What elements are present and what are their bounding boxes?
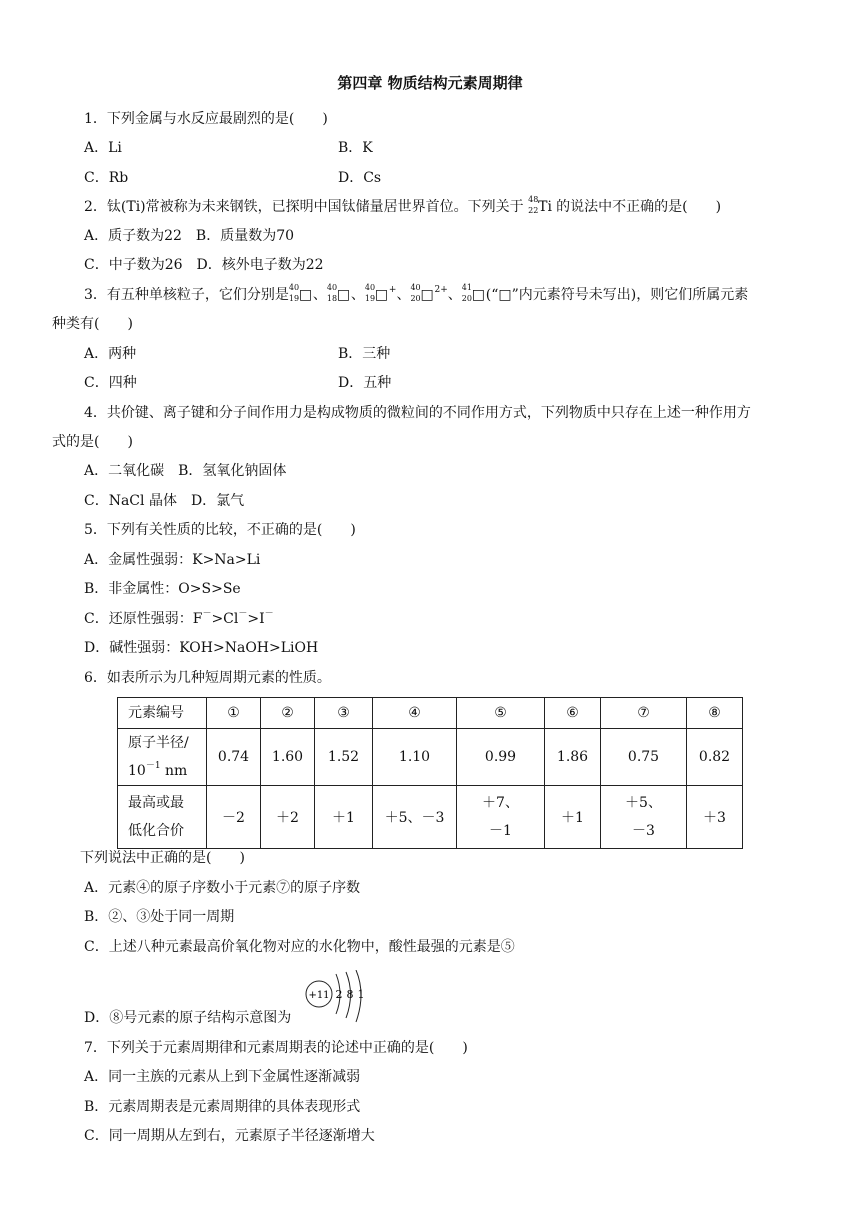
- question-2-stem-text: 2．钛(Ti)常被称为未来钢铁，已探明中国钛储量居世界首位。下列关于: [84, 199, 524, 215]
- particle-symbol: [410, 284, 434, 306]
- cell-id: ③: [315, 698, 373, 729]
- question-3-stem-text: 3．有五种单核粒子，它们分别是: [84, 287, 289, 303]
- cell-id: ⑥: [545, 698, 601, 729]
- particle-mass-number: 40: [326, 283, 338, 292]
- question-2-stem-tail: 的说法中不正确的是( ): [556, 199, 722, 215]
- table-row-atomic-radius: [118, 729, 743, 786]
- cell-valence: ＋7、 －1: [457, 786, 545, 849]
- question-1-option-d: D．Cs: [338, 170, 382, 186]
- question-2-options-cd: C．中子数为26 D．核外电子数为22: [84, 257, 324, 273]
- question-5-option-d: D．碱性强弱：KOH>NaOH>LiOH: [84, 640, 319, 656]
- particle-symbol-box: □: [298, 287, 313, 303]
- row-header-element-number: 元素编号: [118, 698, 207, 729]
- particle-atomic-number: 20: [461, 294, 472, 303]
- question-3-option-d: D．五种: [338, 375, 392, 391]
- titanium-isotope-symbol: [528, 196, 556, 218]
- cell-valence: ＋1: [545, 786, 601, 849]
- cell-radius: 1.86: [545, 729, 601, 786]
- shell-electrons-1: 2: [335, 988, 343, 1001]
- particle-charge: +: [388, 285, 397, 295]
- cell-radius: 0.75: [601, 729, 687, 786]
- question-6-option-a: A．元素④的原子序数小于元素⑦的原子序数: [84, 880, 361, 896]
- fluoride-charge: －: [202, 609, 212, 619]
- particle-atomic-number: 20: [410, 294, 421, 303]
- question-5-option-a: A．金属性强弱：K>Na>Li: [84, 552, 261, 568]
- question-7-option-a: A．同一主族的元素从上到下金属性逐渐减弱: [84, 1069, 361, 1085]
- cell-valence: ＋2: [261, 786, 315, 849]
- particle-list: [288, 283, 486, 303]
- valence-label-line2: 低化合价: [128, 823, 184, 839]
- atomic-structure-diagram: [302, 970, 372, 1028]
- cell-radius: 1.60: [261, 729, 315, 786]
- cell-valence: ＋1: [315, 786, 373, 849]
- question-6-stem: 6．如表所示为几种短周期元素的性质。: [84, 670, 331, 686]
- cell-radius: 0.74: [207, 729, 261, 786]
- particle-symbol: [327, 284, 351, 306]
- shell-electrons-2: 8: [346, 988, 354, 1001]
- question-3-stem-tail: (“□”内元素符号未写出)，则它们所属元素: [485, 287, 749, 303]
- particle-atomic-number: 19: [364, 294, 376, 303]
- particle-symbol-box: □: [336, 287, 351, 303]
- question-1-stem: 1．下列金属与水反应最剧烈的是( ): [84, 111, 328, 127]
- question-6-option-b: B．②、③处于同一周期: [84, 909, 235, 925]
- particle-symbol: [365, 284, 389, 306]
- particle-symbol-box: □: [471, 287, 485, 303]
- cell-id: ②: [261, 698, 315, 729]
- cell-id: ④: [373, 698, 457, 729]
- particle-mass-number: 41: [461, 283, 472, 292]
- question-5-option-c: [84, 608, 274, 630]
- cell-radius: 1.52: [315, 729, 373, 786]
- cell-valence: ＋5、－3: [373, 786, 457, 849]
- particle-symbol-box: □: [420, 287, 434, 303]
- particle-separator: 、: [396, 287, 411, 303]
- particle-mass-number: 40: [410, 283, 421, 292]
- row-header-valence: [118, 786, 207, 849]
- particle-symbol-box: □: [374, 287, 389, 303]
- cell-valence: －2: [207, 786, 261, 849]
- question-6-ask: 下列说法中正确的是( ): [80, 850, 245, 866]
- question-1-option-a: A．Li: [84, 140, 122, 156]
- cell-radius: 0.82: [687, 729, 743, 786]
- option-c-chloride: >Cl: [211, 611, 239, 627]
- question-2-options-ab: A．质子数为22 B．质量数为70: [84, 228, 295, 244]
- cell-radius: 0.99: [457, 729, 545, 786]
- question-3-option-a: A．两种: [84, 346, 137, 362]
- particle-charge: 2+: [434, 285, 448, 295]
- question-5-stem: 5．下列有关性质的比较，不正确的是( ): [84, 522, 356, 538]
- isotope-element-symbol: Ti: [538, 199, 552, 215]
- particle-separator: 、: [312, 287, 327, 303]
- cell-valence: ＋3: [687, 786, 743, 849]
- isotope-mass-number: 48: [528, 195, 539, 204]
- chapter-title: 第四章 物质结构元素周期律: [337, 74, 523, 92]
- question-6-option-c: C．上述八种元素最高价氧化物对应的水化物中，酸性最强的元素是⑤: [84, 939, 515, 955]
- table-row-element-number: [118, 698, 743, 729]
- question-5-option-b: B．非金属性：O>S>Se: [84, 581, 241, 597]
- question-4-stem: 4．共价键、离子键和分子间作用力是构成物质的微粒间的不同作用方式，下列物质中只存在上述一种作用方: [84, 405, 751, 421]
- particle-atomic-number: 19: [288, 294, 300, 303]
- question-4-options-ab: A．二氧化碳 B．氢氧化钠固体: [84, 463, 287, 479]
- cell-valence: ＋5、 －3: [601, 786, 687, 849]
- question-7-option-c: C．同一周期从左到右，元素原子半径逐渐增大: [84, 1128, 375, 1144]
- shell-electrons-3: 1: [357, 988, 365, 1001]
- question-7-stem: 7．下列关于元素周期律和元素周期表的论述中正确的是( ): [84, 1040, 468, 1056]
- option-c-iodide: >I: [247, 611, 265, 627]
- question-4-stem-continued: 式的是( ): [52, 434, 133, 450]
- cell-id: ⑦: [601, 698, 687, 729]
- question-7-option-b: B．元素周期表是元素周期律的具体表现形式: [84, 1099, 361, 1115]
- isotope-atomic-number: 22: [528, 206, 539, 215]
- particle-mass-number: 40: [288, 283, 300, 292]
- particle-atomic-number: 18: [326, 294, 338, 303]
- cell-id: ①: [207, 698, 261, 729]
- particle-mass-number: 40: [364, 283, 376, 292]
- chloride-charge: －: [238, 609, 248, 619]
- cell-radius: 1.10: [373, 729, 457, 786]
- question-6-option-d: D．⑧号元素的原子结构示意图为: [84, 1010, 292, 1026]
- cell-id: ⑤: [457, 698, 545, 729]
- radius-label-line1: 原子半径/: [128, 735, 189, 751]
- iodide-charge: －: [264, 609, 274, 619]
- row-header-atomic-radius: [118, 729, 207, 786]
- question-2-stem: [84, 196, 721, 218]
- question-3-option-b: B．三种: [338, 346, 391, 362]
- radius-label-base: 10: [128, 763, 146, 779]
- element-properties-table: [117, 697, 743, 849]
- cell-id: ⑧: [687, 698, 743, 729]
- radius-label-unit: nm: [160, 763, 188, 779]
- question-1-option-b: B．K: [338, 140, 373, 156]
- question-4-options-cd: C．NaCl 晶体 D．氯气: [84, 493, 245, 509]
- option-c-text: C．还原性强弱：F: [84, 611, 203, 627]
- radius-label-exponent: －1: [145, 761, 161, 771]
- particle-separator: 、: [447, 287, 462, 303]
- particle-symbol: [289, 284, 313, 306]
- valence-label-line1: 最高或最: [128, 795, 184, 811]
- table-row-valence: [118, 786, 743, 849]
- question-3-stem-continued: 种类有( ): [52, 316, 133, 332]
- particle-separator: 、: [350, 287, 365, 303]
- nucleus-charge: +11: [308, 990, 330, 1001]
- question-3-stem: [84, 284, 748, 306]
- question-1-option-c: C．Rb: [84, 170, 129, 186]
- particle-symbol: [462, 284, 486, 306]
- question-3-option-c: C．四种: [84, 375, 137, 391]
